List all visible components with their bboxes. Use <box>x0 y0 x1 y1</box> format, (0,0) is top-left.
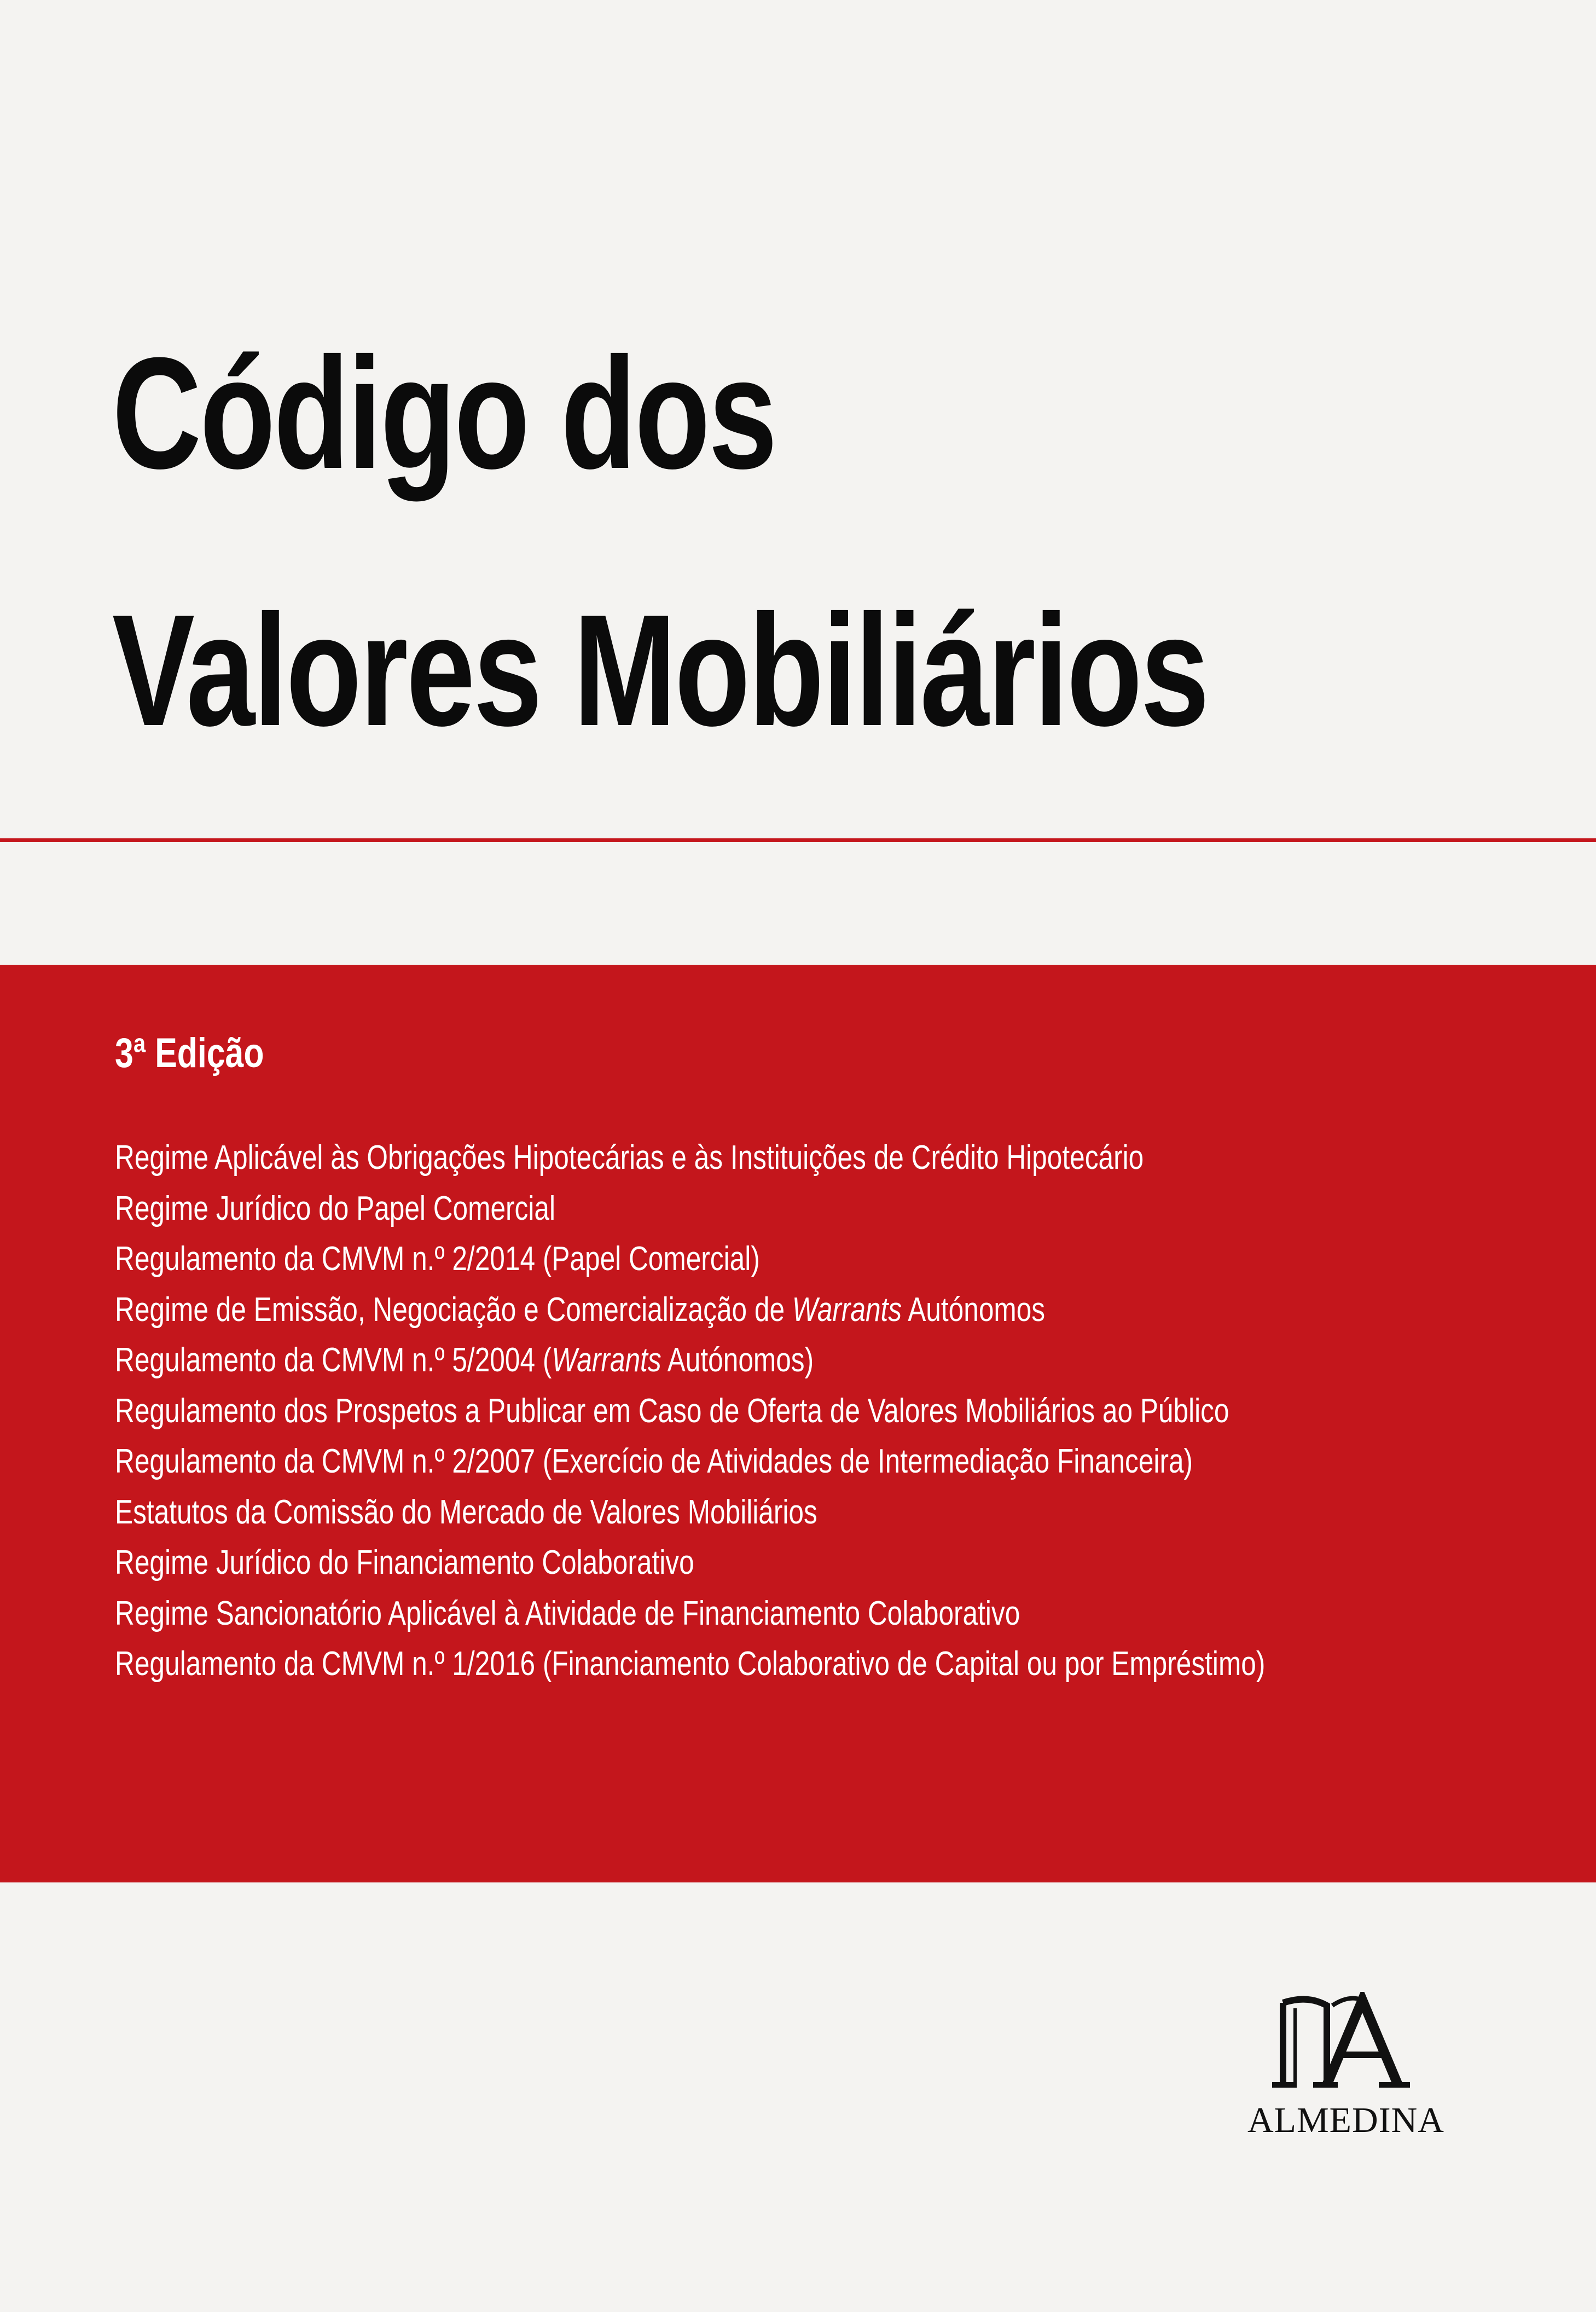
publisher-name: ALMEDINA <box>1247 2100 1444 2140</box>
contents-item-text-after: Autónomos) <box>661 1341 814 1379</box>
contents-item <box>115 1184 1265 1235</box>
contents-item <box>115 1285 1265 1336</box>
contents-item-text: Regulamento dos Prospetos a Publicar em Caso de Oferta de Valores Mobiliários ao Público <box>115 1392 1229 1430</box>
contents-item <box>115 1335 1265 1386</box>
contents-item <box>115 1487 1265 1538</box>
title-line-1: Código dos <box>112 325 776 502</box>
contents-item-text: Regime Jurídico do Financiamento Colaborativo <box>115 1544 694 1581</box>
contents-item <box>115 1234 1265 1285</box>
almedina-logo-icon <box>1267 1992 1414 2093</box>
contents-item-text: Regulamento da CMVM n.º 2/2007 (Exercício de Atividades de Intermediação Financeira) <box>115 1442 1193 1480</box>
red-divider-line <box>0 838 1596 842</box>
contents-item-text: Estatutos da Comissão do Mercado de Valores Mobiliários <box>115 1493 817 1531</box>
contents-item <box>115 1538 1265 1589</box>
contents-item-italic: Warrants <box>792 1290 902 1329</box>
contents-list <box>115 1133 1265 1690</box>
contents-item-text-after: Autónomos <box>902 1290 1046 1329</box>
edition-label: 3ª Edição <box>115 1030 264 1076</box>
contents-item <box>115 1386 1265 1437</box>
contents-item-text: Regime de Emissão, Negociação e Comercialização de <box>115 1290 792 1329</box>
contents-item-text: Regulamento da CMVM n.º 1/2016 (Financiamento Colaborativo de Capital ou por Empréstimo) <box>115 1645 1266 1683</box>
contents-item-text: Regulamento da CMVM n.º 2/2014 (Papel Comercial) <box>115 1240 760 1278</box>
contents-item <box>115 1436 1265 1487</box>
publisher-logo <box>1220 1992 1472 2151</box>
contents-item-text: Regime Sancionatório Aplicável à Atividade de Financiamento Colaborativo <box>115 1594 1020 1632</box>
contents-item-italic: Warrants <box>552 1341 661 1379</box>
book-title <box>112 285 1208 799</box>
title-line-2: Valores Mobiliários <box>112 582 1208 759</box>
contents-item-text: Regime Jurídico do Papel Comercial <box>115 1189 555 1227</box>
contents-item <box>115 1639 1265 1690</box>
contents-item-text: Regulamento da CMVM n.º 5/2004 ( <box>115 1341 552 1379</box>
contents-item <box>115 1133 1265 1184</box>
contents-item <box>115 1589 1265 1639</box>
contents-item-text: Regime Aplicável às Obrigações Hipotecárias e às Instituições de Crédito Hipotecário <box>115 1139 1144 1177</box>
